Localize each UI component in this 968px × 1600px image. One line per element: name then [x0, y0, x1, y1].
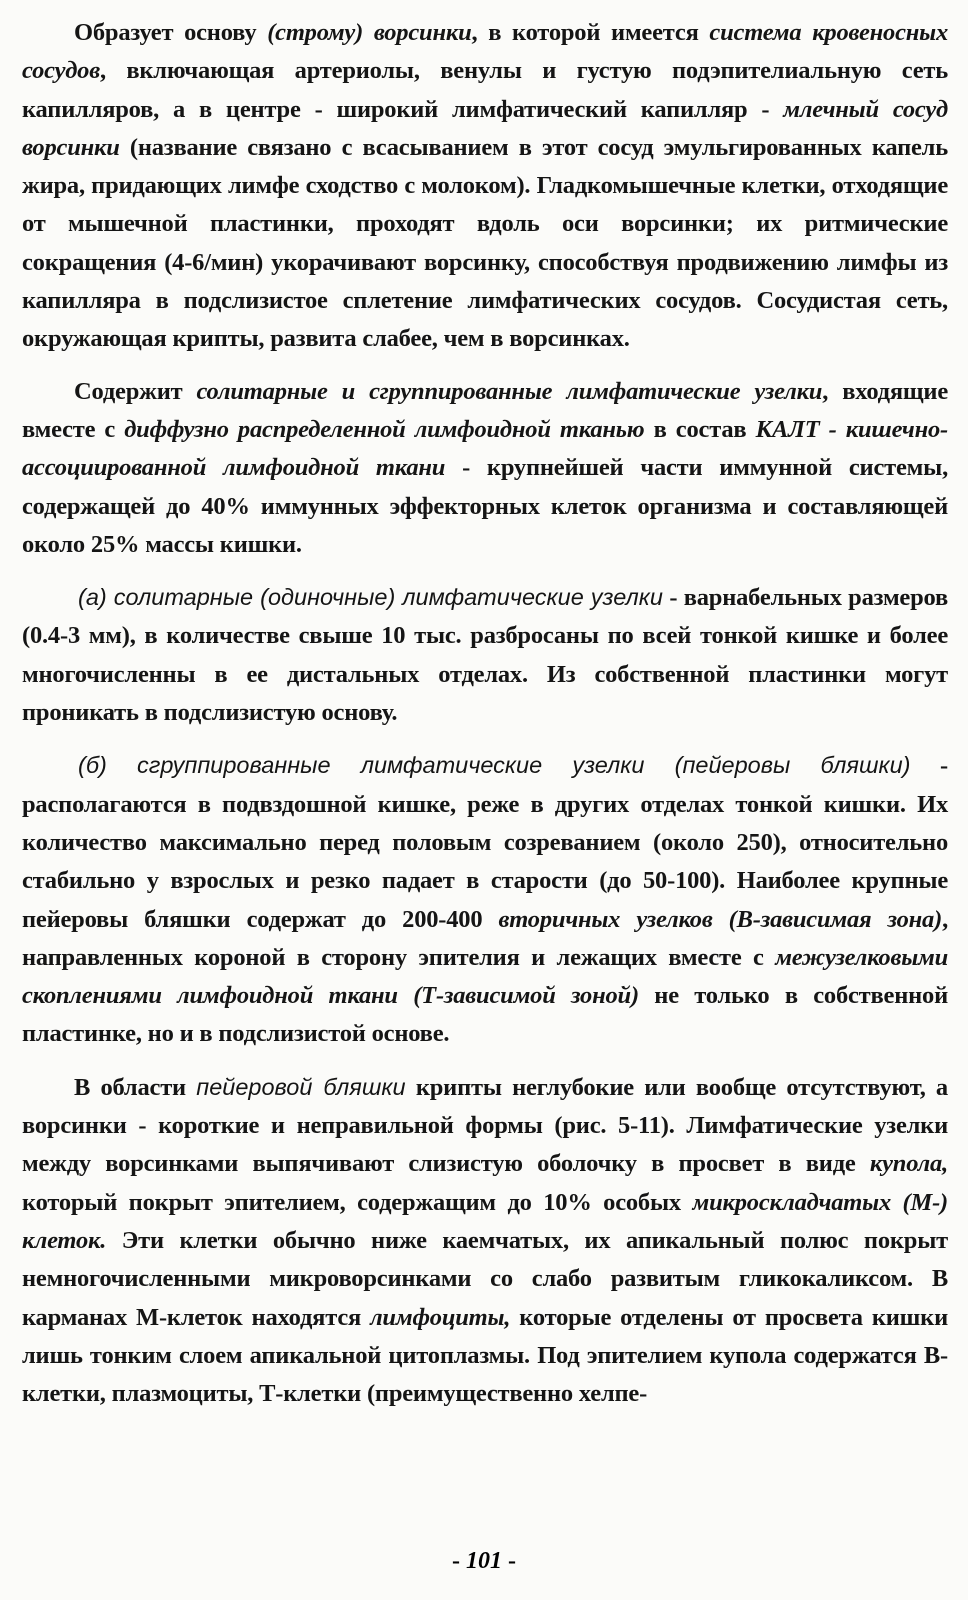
text-run: - крупнейшей части иммунной системы, содержащей до 40% иммунных эффекторных клеток организма и составляющей около 25% массы кишки.: [22, 454, 948, 558]
subheading-peyer-patches: (б) сгруппированные лимфатические узелки (пейеровы бляшки): [78, 752, 911, 779]
folio-dash-right: -: [502, 1548, 516, 1574]
text-run: В области: [74, 1073, 197, 1101]
text-run: - располагаются в подвздошной кишке, реже в других отделах тонкой кишки. Их количество максимально перед половым созреванием (около 250), относительно стабильно у взрослых и резко падает в старости (до 50-100). Наиболее крупные пейеровы бляшки содержат до 200-400: [22, 752, 948, 933]
term-secondary-nodules: вторичных узелков (В-зависимая зона): [498, 905, 943, 933]
paragraph-solitary-nodules: [22, 578, 948, 732]
text-run: которые отделены от просвета кишки лишь тонким слоем апикальной цитоплазмы. Под эпителием купола содержатся В-клетки, плазмоциты, Т-клетки (преимущественно хелпе-: [22, 1303, 948, 1408]
term-peyer-patch: пейеровой бляшки: [196, 1073, 406, 1100]
page-number-footer: [0, 1548, 968, 1575]
paragraph-peyer-patches: [22, 746, 948, 1053]
term-villus-stroma: (строму) ворсинки: [267, 19, 472, 46]
paragraph-villus-stroma: [22, 14, 948, 359]
text-run: крипты неглубокие или вообще отсутствуют, а ворсинки - короткие и неправильной формы (рис. 5-11). Лимфатические узелки между ворсинками выпячивают слизистую оболочку в просвет в виде: [22, 1073, 948, 1178]
term-diffuse-lymphoid-tissue: диффузно распределенной лимфоидной тканью: [124, 415, 645, 443]
paragraph-peyer-patch-region: [22, 1068, 948, 1414]
folio-dash-left: -: [452, 1548, 466, 1574]
text-run: - варнабельных размеров (0.4-3 мм), в количестве свыше 10 тыс. разбросаны по всей тонкой кишке и более многочисленны в ее дистальных отделах. Из собственной пластинки могут проникать в подслизистую основу.: [22, 584, 949, 727]
text-run: который покрыт эпителием, содержащим до 10% особых: [22, 1188, 693, 1216]
text-run: Содержит: [74, 377, 197, 405]
text-run: Образует основу: [74, 19, 268, 46]
term-dome: купола,: [869, 1150, 948, 1178]
term-lacteal: млечный сосуд ворсинки: [22, 95, 948, 161]
page-number: 101: [466, 1548, 502, 1574]
term-solitary-grouped-nodules: солитарные и сгруппированные лимфатические узелки: [196, 377, 823, 405]
text-run: Эти клетки обычно ниже каемчатых, их апикальный полюс покрыт немногочисленными микроворсинками со слабо развитым гликокаликсом. В карманах М-клеток находятся: [22, 1226, 948, 1331]
term-lymphocytes: лимфоциты,: [370, 1303, 511, 1331]
text-run: в состав: [644, 415, 756, 443]
term-internodular-tissue: межузелковыми скоплениями лимфоидной ткани (Т-зависимой зоной): [22, 943, 948, 1010]
subheading-solitary-nodules: (а) солитарные (одиночные) лимфатические узелки: [78, 584, 663, 611]
term-galt: КАЛТ - кишечно-ассоциированной лимфоидной ткани: [22, 415, 948, 482]
text-run: не только в собственной пластинке, но и в подслизистой основе.: [22, 982, 949, 1048]
term-m-cells: микроскладчатых (М-) клеток.: [22, 1188, 948, 1254]
text-run: , направленных короной в сторону эпителия и лежащих вместе с: [22, 905, 948, 971]
text-run: (название связано с всасыванием в этот сосуд эмульгированных капель жира, придающих лимфе сходство с молоком). Гладкомышечные клетки, отходящие от мышечной пластинки, проходят вдоль оси ворсинки; их ритмические сокращения (4-6/мин) укорачивают ворсинку, способствуя продвижению лимфы из капилляра в подслизистое сплетение лимфатических сосудов. Сосудистая сеть, окружающая крипты, развита слабее, чем в ворсинках.: [22, 133, 948, 353]
term-blood-vessel-system: система кровеносных сосудов: [22, 19, 949, 85]
paragraph-lymphatic-nodules: [22, 373, 948, 564]
text-run: , включающая артериолы, венулы и густую подэпителиальную сеть капилляров, а в центре - широкий лимфатический капилляр -: [22, 57, 948, 123]
text-run: , в которой имеется: [471, 19, 710, 46]
text-run: , входящие вместе с: [22, 377, 949, 443]
